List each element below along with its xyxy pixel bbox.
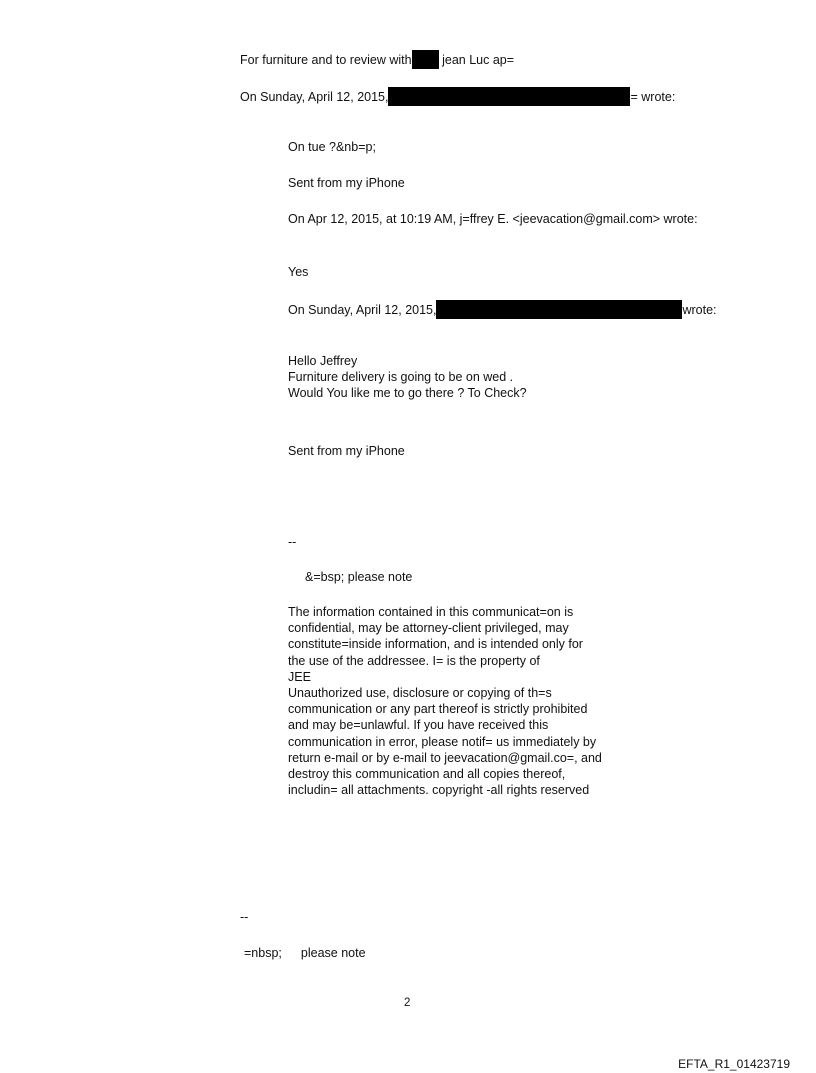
disclaimer-block (288, 604, 602, 798)
header-line-2-suffix: = wrote: (630, 90, 676, 104)
signature-please-note: &=bsp; please note (305, 570, 413, 584)
bottom-please-note-label: please note (300, 946, 366, 960)
quoted-yes: Yes (288, 265, 309, 279)
header-line-1 (240, 50, 514, 69)
bottom-dashes: -- (240, 910, 249, 924)
disclaimer-line: The information contained in this communicat=on is (288, 605, 574, 619)
disclaimer-line: includin= all attachments. copyright -all rights reserved (288, 783, 590, 798)
disclaimer-line: Unauthorized use, disclosure or copying of th=s (288, 686, 552, 701)
redaction-box (436, 300, 682, 319)
disclaimer-line: return e-mail or by e-mail to jeevacation@gmail.co=, and (288, 750, 602, 765)
disclaimer-line: constitute=inside information, and is intended only for (288, 637, 583, 652)
disclaimer-line: and may be=unlawful. If you have received this (288, 718, 549, 733)
message-line: Hello Jeffrey (288, 354, 358, 368)
quoted-on-sunday-prefix: On Sunday, April 12, 2015, (288, 303, 437, 317)
disclaimer-line: communication or any part thereof is strictly prohibited (288, 702, 588, 717)
header-line-2-prefix: On Sunday, April 12, 2015, (240, 90, 389, 104)
quoted-on-sunday-header (288, 300, 717, 319)
quoted-hello-message (288, 353, 527, 402)
page-number: 2 (404, 997, 411, 1009)
redaction-box (388, 87, 630, 106)
quoted-on-apr-header: On Apr 12, 2015, at 10:19 AM, j=ffrey E. <jeevacation@gmail.com> wrote: (288, 212, 698, 226)
signature-dashes: -- (288, 535, 297, 549)
quoted-on-tue: On tue ?&nb=p; (288, 140, 376, 154)
bottom-please-note (244, 945, 366, 961)
disclaimer-line: the use of the addressee. I= is the property of (288, 653, 540, 668)
message-line: Would You like me to go there ? To Check? (288, 386, 527, 401)
quoted-sent-from-iphone-2: Sent from my iPhone (288, 444, 405, 458)
redaction-box (412, 50, 439, 69)
header-line-1-suffix: jean Luc ap= (442, 53, 515, 67)
header-line-2 (240, 87, 675, 106)
quoted-on-sunday-suffix: wrote: (682, 303, 717, 317)
header-line-1-prefix: For furniture and to review with (240, 53, 412, 67)
document-id: EFTA_R1_01423719 (678, 1057, 790, 1071)
disclaimer-line: confidential, may be attorney-client privileged, may (288, 621, 569, 636)
disclaimer-line: destroy this communication and all copies thereof, (288, 767, 566, 782)
quoted-sent-from-iphone: Sent from my iPhone (288, 176, 405, 190)
message-line: Furniture delivery is going to be on wed . (288, 370, 514, 385)
bottom-nbsp: =nbsp; (244, 946, 282, 960)
disclaimer-line: JEE (288, 669, 311, 684)
disclaimer-line: communication in error, please notif= us immediately by (288, 734, 597, 749)
